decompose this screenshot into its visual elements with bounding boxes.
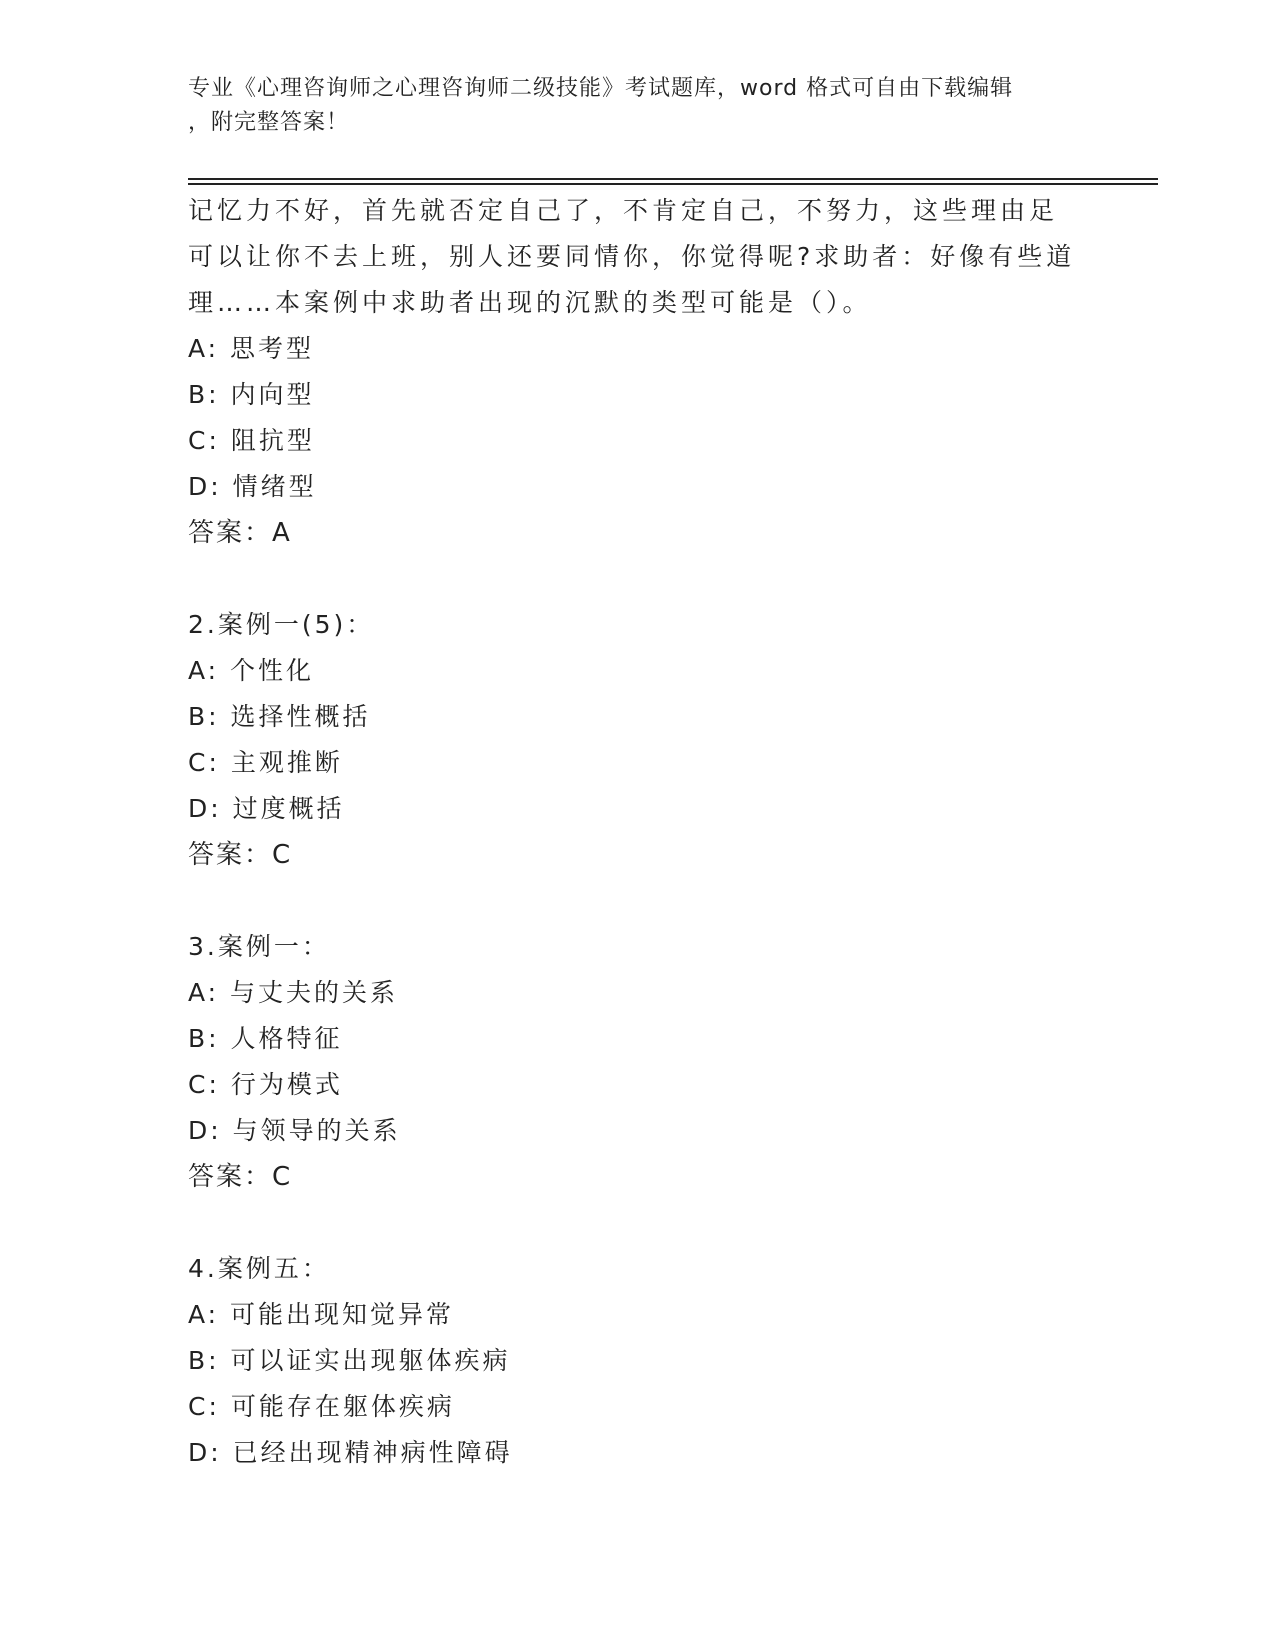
- option-a: A: 可能出现知觉异常: [188, 1300, 455, 1329]
- option-d: D: 已经出现精神病性障碍: [188, 1438, 513, 1467]
- header-divider-top: [188, 178, 1158, 180]
- option-b: B: 可以证实出现躯体疾病: [188, 1346, 511, 1375]
- header-divider-bottom: [188, 183, 1158, 185]
- answer: 答案：C: [188, 1162, 293, 1192]
- spacer: [188, 556, 1088, 602]
- question-list: [188, 188, 1088, 1476]
- option-a: A: 个性化: [188, 656, 315, 685]
- spacer: [188, 878, 1088, 924]
- question-title: 4.案例五：: [188, 1254, 330, 1283]
- question-title: 3.案例一：: [188, 932, 330, 961]
- document-header: 专业《心理咨询师之心理咨询师二级技能》考试题库，word 格式可自由下载编辑 ，附完整答案！: [188, 76, 1014, 135]
- option-d: D: 与领导的关系: [188, 1116, 401, 1145]
- answer: 答案：A: [188, 518, 292, 548]
- question-title: 2.案例一(5)：: [188, 610, 375, 639]
- option-c: C: 主观推断: [188, 748, 343, 777]
- option-c: C: 行为模式: [188, 1070, 343, 1099]
- question-stem: 记忆力不好，首先就否定自己了，不肯定自己，不努力，这些理由足 可以让你不去上班，别人还要同情你，你觉得呢?求助者：好像有些道 理……本案例中求助者出现的沉默的类型可能是（）。: [188, 196, 1076, 317]
- answer: 答案：C: [188, 840, 293, 870]
- question-1: [188, 188, 1088, 556]
- option-a: A: 与丈夫的关系: [188, 978, 399, 1007]
- option-b: B: 选择性概括: [188, 702, 371, 731]
- question-4: [188, 1246, 1088, 1476]
- option-a: A: 思考型: [188, 334, 315, 363]
- option-d: D: 情绪型: [188, 472, 317, 501]
- option-c: C: 可能存在躯体疾病: [188, 1392, 455, 1421]
- option-b: B: 人格特征: [188, 1024, 343, 1053]
- option-c: C: 阻抗型: [188, 426, 315, 455]
- question-3: [188, 924, 1088, 1200]
- question-2: [188, 602, 1088, 878]
- option-d: D: 过度概括: [188, 794, 345, 823]
- spacer: [188, 1200, 1088, 1246]
- option-b: B: 内向型: [188, 380, 315, 409]
